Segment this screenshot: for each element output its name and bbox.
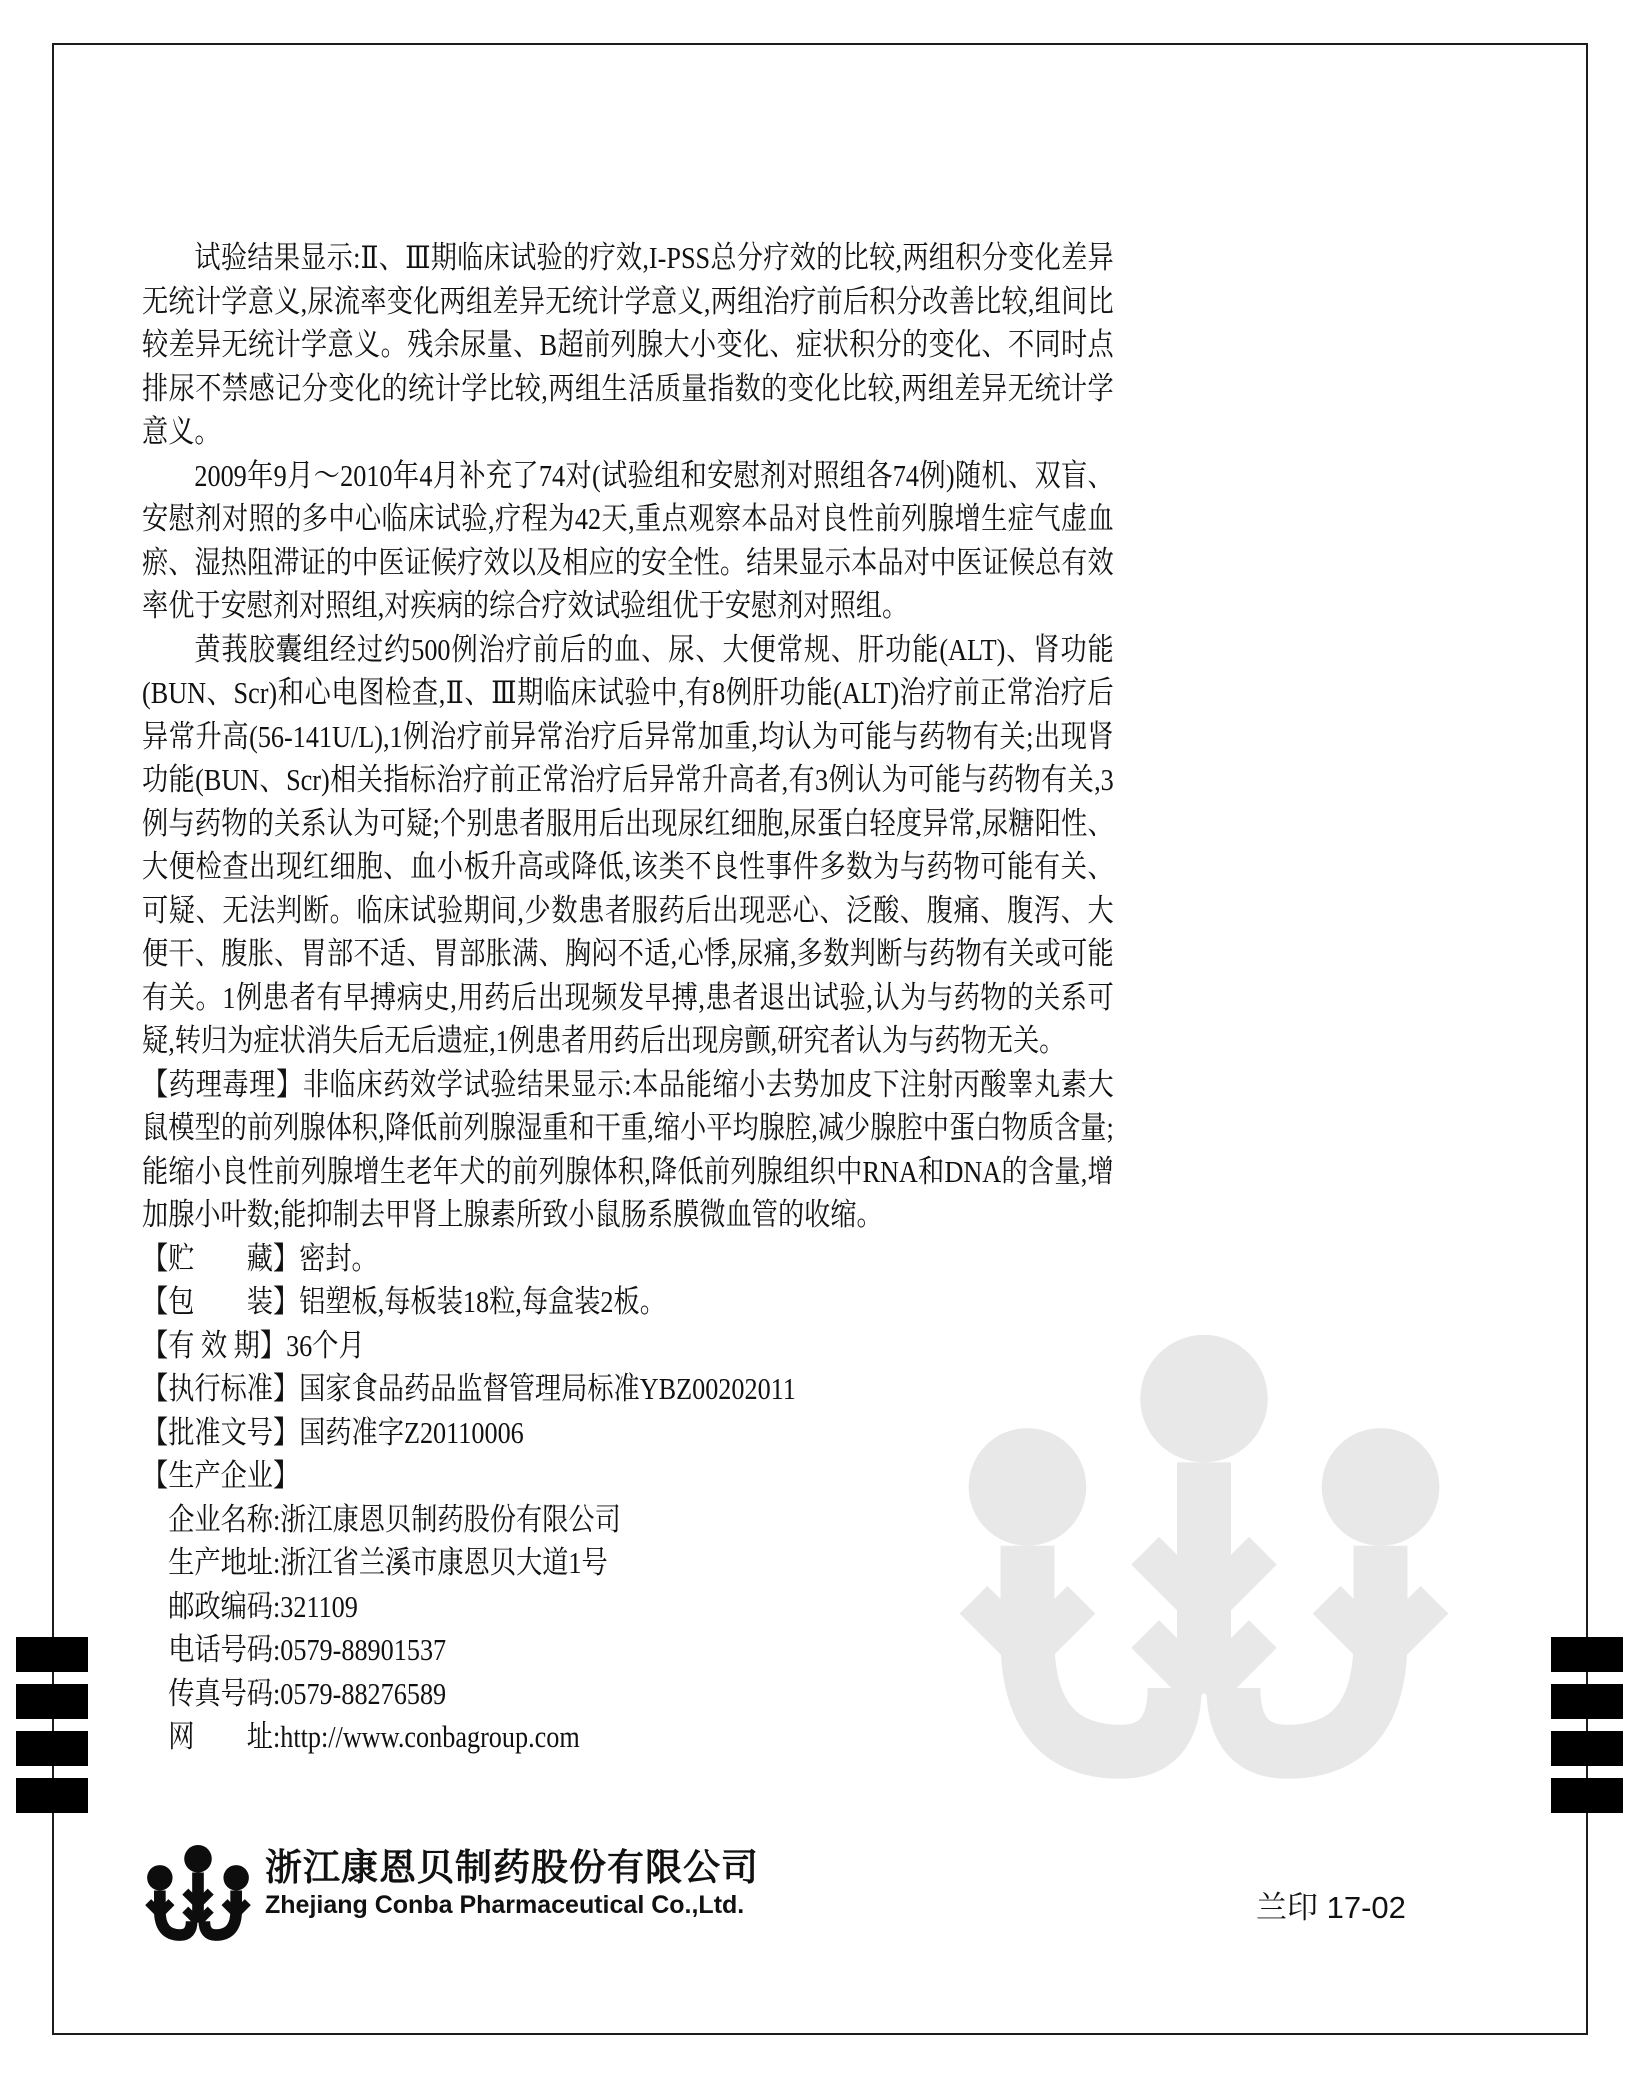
field-label: 【有 效 期】: [142, 1327, 287, 1363]
fax-line: 传真号码:0579-88276589: [168, 1675, 447, 1711]
print-code: 兰印 17-02: [1256, 1890, 1406, 1925]
postal-code-line: 邮政编码:321109: [168, 1588, 358, 1624]
storage-field: [142, 1237, 1114, 1281]
insert-body-text: [142, 236, 1114, 1759]
field-label: 【批准文号】: [142, 1414, 300, 1450]
registration-mark: [1551, 1684, 1623, 1719]
section-text: 非临床药效学试验结果显示:本品能缩小去势加皮下注射丙酸睾丸素大鼠模型的前列腺体积,降低前列腺湿重和干重,缩小平均腺腔,减少腺腔中蛋白物质含量;能缩小良性前列腺增生老年犬的前列腺体积,降低前列腺组织中RNA和DNA的含量,增加腺小叶数;能抑制去甲肾上腺素所致小鼠肠系膜微血管的收缩。: [142, 1066, 1114, 1232]
registration-mark: [1551, 1637, 1623, 1672]
registration-mark: [16, 1778, 88, 1813]
shelf-life-field: [142, 1324, 1114, 1368]
manufacturer-field: [142, 1454, 1114, 1498]
registration-mark: [1551, 1778, 1623, 1813]
registration-mark: [1551, 1731, 1623, 1766]
company-name-cn: 浙江康恩贝制药股份有限公司: [265, 1847, 759, 1888]
registration-mark: [16, 1731, 88, 1766]
packaging-field: [142, 1280, 1114, 1324]
registration-mark: [16, 1637, 88, 1672]
field-value: 国家食品药品监督管理局标准YBZ00202011: [299, 1371, 796, 1406]
field-value: 密封。: [299, 1240, 378, 1276]
field-label: 【包 装】: [142, 1284, 300, 1319]
standard-field: [142, 1367, 1114, 1411]
company-address-line: 生产地址:浙江省兰溪市康恩贝大道1号: [168, 1545, 608, 1580]
field-label: 【生产企业】: [142, 1458, 300, 1493]
field-label: 【执行标准】: [142, 1371, 300, 1406]
phone-line: 电话号码:0579-88901537: [168, 1632, 447, 1667]
pharmacology-toxicology-paragraph: [142, 1063, 1114, 1237]
safety-observation-paragraph: 黄莪胶囊组经过约500例治疗前后的血、尿、大便常规、肝功能(ALT)、肾功能(BUN、Scr)和心电图检查,Ⅱ、Ⅲ期临床试验中,有8例肝功能(ALT)治疗前正常治疗后异常升高(56-141U/L),1例治疗前异常治疗后异常加重,均认为可能与药物有关;出现肾功能(BUN、Scr)相关指标治疗前正常治疗后异常升高者,有3例认为可能与药物有关,3例与药物的关系认为可疑;个别患者服用后出现尿红细胞,尿蛋白轻度异常,尿糖阳性、大便检查出现红细胞、血小板升高或降低,该类不良性事件多数为与药物可能有关、可疑、无法判断。临床试验期间,少数患者服药后出现恶心、泛酸、腹痛、腹泻、大便干、腹胀、胃部不适、胃部胀满、胸闷不适,心悸,尿痛,多数判断与药物有关或可能有关。1例患者有早搏病史,用药后出现频发早搏,患者退出试验,认为与药物的关系可疑,转归为症状消失后无后遗症,1例患者用药后出现房颤,研究者认为与药物无关。: [142, 631, 1114, 1058]
registration-mark: [16, 1684, 88, 1719]
company-name-line: 企业名称:浙江康恩贝制药股份有限公司: [168, 1501, 621, 1537]
conba-logo-icon: [145, 1840, 251, 1958]
supplementary-trial-paragraph: 2009年9月～2010年4月补充了74对(试验组和安慰剂对照组各74例)随机、双盲、安慰剂对照的多中心临床试验,疗程为42天,重点观察本品对良性前列腺增生症气虚血瘀、湿热阻滞证的中医证候疗效以及相应的安全性。结果显示本品对中医证候总有效率优于安慰剂对照组,对疾病的综合疗效试验组优于安慰剂对照组。: [142, 457, 1114, 623]
company-name-en: Zhejiang Conba Pharmaceutical Co.,Ltd.: [265, 1891, 745, 1919]
field-value: 36个月: [286, 1327, 365, 1363]
clinical-results-paragraph: 试验结果显示:Ⅱ、Ⅲ期临床试验的疗效,I-PSS总分疗效的比较,两组积分变化差异无统计学意义,尿流率变化两组差异无统计学意义,两组治疗前后积分改善比较,组间比较差异无统计学意义。残余尿量、B超前列腺大小变化、症状积分的变化、不同时点排尿不禁感记分变化的统计学比较,两组生活质量指数的变化比较,两组差异无统计学意义。: [142, 240, 1114, 449]
field-value: 铝塑板,每板装18粒,每盒装2板。: [299, 1284, 666, 1319]
field-label: 【贮 藏】: [142, 1240, 300, 1276]
section-label: 【药理毒理】: [142, 1066, 303, 1102]
approval-number-field: [142, 1411, 1114, 1455]
footer-company-block: [145, 1840, 759, 1958]
field-value: 国药准字Z20110006: [299, 1414, 524, 1450]
footer-names: [265, 1846, 759, 1920]
website-line: 网 址:http://www.conbagroup.com: [168, 1719, 580, 1754]
